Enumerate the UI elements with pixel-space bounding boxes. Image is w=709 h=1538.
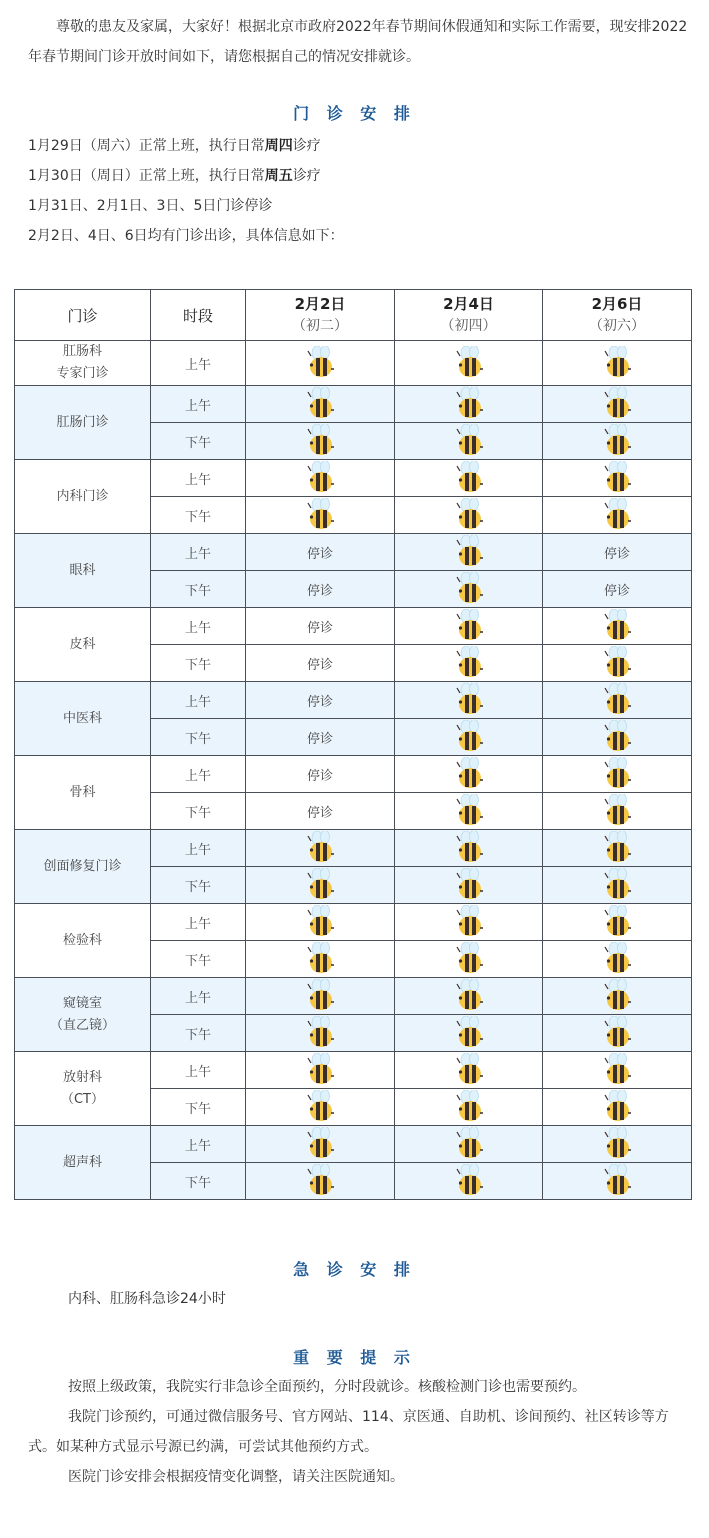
bee-icon xyxy=(599,905,635,939)
outpatient-title: 门 诊 安 排 xyxy=(293,104,416,123)
period-cell: 下午 xyxy=(151,867,246,904)
bee-icon xyxy=(451,498,487,532)
status-open-cell xyxy=(543,645,692,682)
status-open-cell xyxy=(395,571,543,608)
status-open-cell xyxy=(543,497,692,534)
status-open-cell xyxy=(395,756,543,793)
table-row xyxy=(15,460,692,497)
bee-icon xyxy=(451,905,487,939)
status-open-cell xyxy=(246,1126,395,1163)
outpatient-schedule-table xyxy=(14,289,692,1200)
status-open-cell xyxy=(543,682,692,719)
bee-icon xyxy=(599,1127,635,1161)
outpatient-schedule-list xyxy=(28,131,344,251)
schedule-line: 1月31日、2月1日、3日、5日门诊停诊 xyxy=(28,198,273,214)
table-row xyxy=(15,386,692,423)
dept-name: 创面修复门诊 xyxy=(43,858,122,874)
table-row xyxy=(15,904,692,941)
period-cell: 上午 xyxy=(151,756,246,793)
status-open-cell xyxy=(395,978,543,1015)
status-open-cell xyxy=(246,941,395,978)
status-open-cell xyxy=(246,867,395,904)
bee-icon xyxy=(451,683,487,717)
bee-icon xyxy=(302,498,338,532)
status-open-cell xyxy=(395,904,543,941)
dept-cell xyxy=(15,341,151,386)
bee-icon xyxy=(302,387,338,421)
bee-icon xyxy=(302,461,338,495)
table-header-row xyxy=(15,290,692,341)
bee-icon xyxy=(599,1164,635,1198)
status-open-cell xyxy=(395,867,543,904)
bee-icon xyxy=(599,1053,635,1087)
status-open-cell xyxy=(543,793,692,830)
bee-icon xyxy=(451,346,487,380)
emergency-text: 内科、肛肠科急诊24小时 xyxy=(68,1291,226,1307)
dept-cell xyxy=(15,460,151,534)
dept-name: 肛肠门诊 xyxy=(56,414,109,430)
status-open-cell xyxy=(246,460,395,497)
bee-icon xyxy=(599,1090,635,1124)
dept-name: （直乙镜） xyxy=(49,1017,115,1033)
status-closed-cell: 停诊 xyxy=(246,756,395,793)
period-cell: 上午 xyxy=(151,830,246,867)
status-open-cell xyxy=(543,1089,692,1126)
bee-icon xyxy=(451,1090,487,1124)
status-open-cell xyxy=(395,830,543,867)
status-open-cell xyxy=(246,1015,395,1052)
status-open-cell xyxy=(246,1052,395,1089)
status-open-cell xyxy=(395,534,543,571)
bee-icon xyxy=(599,609,635,643)
status-open-cell xyxy=(246,978,395,1015)
status-closed-cell: 停诊 xyxy=(543,534,692,571)
status-open-cell xyxy=(395,1163,543,1200)
period-cell: 上午 xyxy=(151,534,246,571)
period-cell: 下午 xyxy=(151,423,246,460)
bee-icon xyxy=(451,1053,487,1087)
bee-icon xyxy=(599,387,635,421)
header-date-3: 2月6日 （初六） xyxy=(543,290,692,341)
dept-name: 专家门诊 xyxy=(56,366,109,381)
status-closed-cell: 停诊 xyxy=(246,571,395,608)
bee-icon xyxy=(451,646,487,680)
status-open-cell xyxy=(543,756,692,793)
period-cell: 上午 xyxy=(151,1126,246,1163)
bee-icon xyxy=(599,683,635,717)
status-open-cell xyxy=(395,608,543,645)
period-cell: 下午 xyxy=(151,793,246,830)
bee-icon xyxy=(302,1016,338,1050)
bee-icon xyxy=(302,424,338,458)
status-open-cell xyxy=(246,341,395,386)
status-open-cell xyxy=(543,460,692,497)
status-open-cell xyxy=(246,1089,395,1126)
dept-name: 皮科 xyxy=(69,636,96,652)
bee-icon xyxy=(599,646,635,680)
emergency-title: 急 诊 安 排 xyxy=(293,1260,416,1279)
header-date-1: 2月2日 （初二） xyxy=(246,290,395,341)
bee-icon xyxy=(451,461,487,495)
header-dept: 门诊 xyxy=(15,290,151,341)
bee-icon xyxy=(451,831,487,865)
bee-icon xyxy=(302,942,338,976)
status-open-cell xyxy=(395,941,543,978)
bee-icon xyxy=(451,720,487,754)
bee-icon xyxy=(451,609,487,643)
dept-name: 检验科 xyxy=(62,932,102,948)
period-cell: 上午 xyxy=(151,608,246,645)
period-cell: 下午 xyxy=(151,1163,246,1200)
table-row xyxy=(15,534,692,571)
bee-icon xyxy=(302,1090,338,1124)
dept-name: 骨科 xyxy=(69,784,96,800)
intro-paragraph: 尊敬的患友及家属，大家好！根据北京市政府2022年春节期间休假通知和实际工作需要，现安排2022年春节期间门诊开放时间如下，请您根据自己的情况安排就诊。 xyxy=(28,19,688,65)
status-open-cell xyxy=(395,645,543,682)
status-open-cell xyxy=(543,1015,692,1052)
dept-cell xyxy=(15,386,151,460)
schedule-line: 2月2日、4日、6日均有门诊出诊，具体信息如下： xyxy=(28,228,344,244)
status-open-cell xyxy=(395,1052,543,1089)
dept-name: 放射科 xyxy=(62,1069,102,1085)
status-open-cell xyxy=(543,719,692,756)
status-open-cell xyxy=(543,608,692,645)
table-row xyxy=(15,682,692,719)
status-open-cell xyxy=(246,1163,395,1200)
status-open-cell xyxy=(395,719,543,756)
bee-icon xyxy=(302,1127,338,1161)
dept-name: 窥镜室 xyxy=(62,995,102,1011)
bee-icon xyxy=(599,1016,635,1050)
status-open-cell xyxy=(543,1163,692,1200)
status-closed-cell: 停诊 xyxy=(246,682,395,719)
table-row xyxy=(15,978,692,1015)
dept-name: 眼科 xyxy=(69,562,96,578)
schedule-line: 1月29日（周六）正常上班，执行日常周四诊疗 xyxy=(28,138,321,154)
table-row xyxy=(15,608,692,645)
notice-paragraph-2: 我院门诊预约，可通过微信服务号、官方网站、114、京医通、自助机、诊间预约、社区转诊等方式。如某种方式显示号源已约满，可尝试其他预约方式。 xyxy=(28,1409,669,1455)
bee-icon xyxy=(451,572,487,606)
dept-name: 肛肠科 xyxy=(62,344,102,359)
bee-icon xyxy=(599,831,635,865)
status-open-cell xyxy=(395,386,543,423)
bee-icon xyxy=(451,387,487,421)
status-open-cell xyxy=(395,497,543,534)
status-open-cell xyxy=(395,1015,543,1052)
notice-title: 重 要 提 示 xyxy=(293,1348,416,1367)
status-open-cell xyxy=(395,423,543,460)
header-period: 时段 xyxy=(151,290,246,341)
bee-icon xyxy=(302,979,338,1013)
status-open-cell xyxy=(395,1089,543,1126)
status-open-cell xyxy=(543,867,692,904)
status-open-cell xyxy=(543,341,692,386)
bee-icon xyxy=(451,535,487,569)
dept-cell xyxy=(15,608,151,682)
status-open-cell xyxy=(395,682,543,719)
bee-icon xyxy=(451,424,487,458)
bee-icon xyxy=(302,1053,338,1087)
period-cell: 上午 xyxy=(151,1052,246,1089)
bee-icon xyxy=(599,942,635,976)
bee-icon xyxy=(451,942,487,976)
dept-cell xyxy=(15,682,151,756)
status-open-cell xyxy=(543,941,692,978)
period-cell: 上午 xyxy=(151,386,246,423)
period-cell: 下午 xyxy=(151,497,246,534)
status-open-cell xyxy=(246,423,395,460)
period-cell: 下午 xyxy=(151,1015,246,1052)
table-row xyxy=(15,830,692,867)
period-cell: 上午 xyxy=(151,904,246,941)
status-open-cell xyxy=(543,830,692,867)
dept-cell xyxy=(15,1052,151,1126)
status-open-cell xyxy=(395,1126,543,1163)
bee-icon xyxy=(599,794,635,828)
bee-icon xyxy=(599,424,635,458)
status-closed-cell: 停诊 xyxy=(246,719,395,756)
status-closed-cell: 停诊 xyxy=(543,571,692,608)
bee-icon xyxy=(451,1164,487,1198)
status-open-cell xyxy=(246,830,395,867)
status-open-cell xyxy=(543,904,692,941)
status-closed-cell: 停诊 xyxy=(246,645,395,682)
bee-icon xyxy=(599,498,635,532)
period-cell: 下午 xyxy=(151,645,246,682)
bee-icon xyxy=(302,868,338,902)
period-cell: 下午 xyxy=(151,719,246,756)
status-closed-cell: 停诊 xyxy=(246,534,395,571)
dept-cell xyxy=(15,904,151,978)
dept-cell xyxy=(15,978,151,1052)
bee-icon xyxy=(599,757,635,791)
table-row xyxy=(15,341,692,386)
status-open-cell xyxy=(246,904,395,941)
table-row xyxy=(15,1126,692,1163)
status-open-cell xyxy=(395,460,543,497)
bee-icon xyxy=(451,1016,487,1050)
header-date-2: 2月4日 （初四） xyxy=(395,290,543,341)
table-row xyxy=(15,1052,692,1089)
status-open-cell xyxy=(543,1126,692,1163)
bee-icon xyxy=(302,346,338,380)
status-open-cell xyxy=(395,793,543,830)
bee-icon xyxy=(451,868,487,902)
bee-icon xyxy=(599,720,635,754)
bee-icon xyxy=(599,461,635,495)
dept-cell xyxy=(15,534,151,608)
dept-name: （CT） xyxy=(60,1091,105,1107)
notice-paragraph-3: 医院门诊安排会根据疫情变化调整，请关注医院通知。 xyxy=(68,1469,404,1485)
status-open-cell xyxy=(246,497,395,534)
notice-paragraph-1: 按照上级政策，我院实行非急诊全面预约，分时段就诊。核酸检测门诊也需要预约。 xyxy=(68,1379,586,1395)
status-open-cell xyxy=(246,386,395,423)
period-cell: 上午 xyxy=(151,460,246,497)
schedule-line: 1月30日（周日）正常上班，执行日常周五诊疗 xyxy=(28,168,321,184)
status-closed-cell: 停诊 xyxy=(246,608,395,645)
bee-icon xyxy=(302,831,338,865)
dept-cell xyxy=(15,1126,151,1200)
bee-icon xyxy=(302,1164,338,1198)
status-open-cell xyxy=(543,1052,692,1089)
bee-icon xyxy=(451,979,487,1013)
status-open-cell xyxy=(543,423,692,460)
dept-name: 中医科 xyxy=(62,710,102,726)
dept-name: 内科门诊 xyxy=(56,488,109,504)
period-cell: 下午 xyxy=(151,1089,246,1126)
bee-icon xyxy=(599,868,635,902)
dept-cell xyxy=(15,830,151,904)
period-cell: 下午 xyxy=(151,571,246,608)
status-open-cell xyxy=(543,978,692,1015)
status-closed-cell: 停诊 xyxy=(246,793,395,830)
dept-name: 超声科 xyxy=(62,1154,102,1170)
period-cell: 上午 xyxy=(151,341,246,386)
dept-cell xyxy=(15,756,151,830)
period-cell: 上午 xyxy=(151,978,246,1015)
period-cell: 上午 xyxy=(151,682,246,719)
bee-icon xyxy=(451,794,487,828)
table-row xyxy=(15,756,692,793)
bee-icon xyxy=(302,905,338,939)
bee-icon xyxy=(451,757,487,791)
bee-icon xyxy=(599,979,635,1013)
period-cell: 下午 xyxy=(151,941,246,978)
bee-icon xyxy=(451,1127,487,1161)
status-open-cell xyxy=(543,386,692,423)
status-open-cell xyxy=(395,341,543,386)
bee-icon xyxy=(599,346,635,380)
